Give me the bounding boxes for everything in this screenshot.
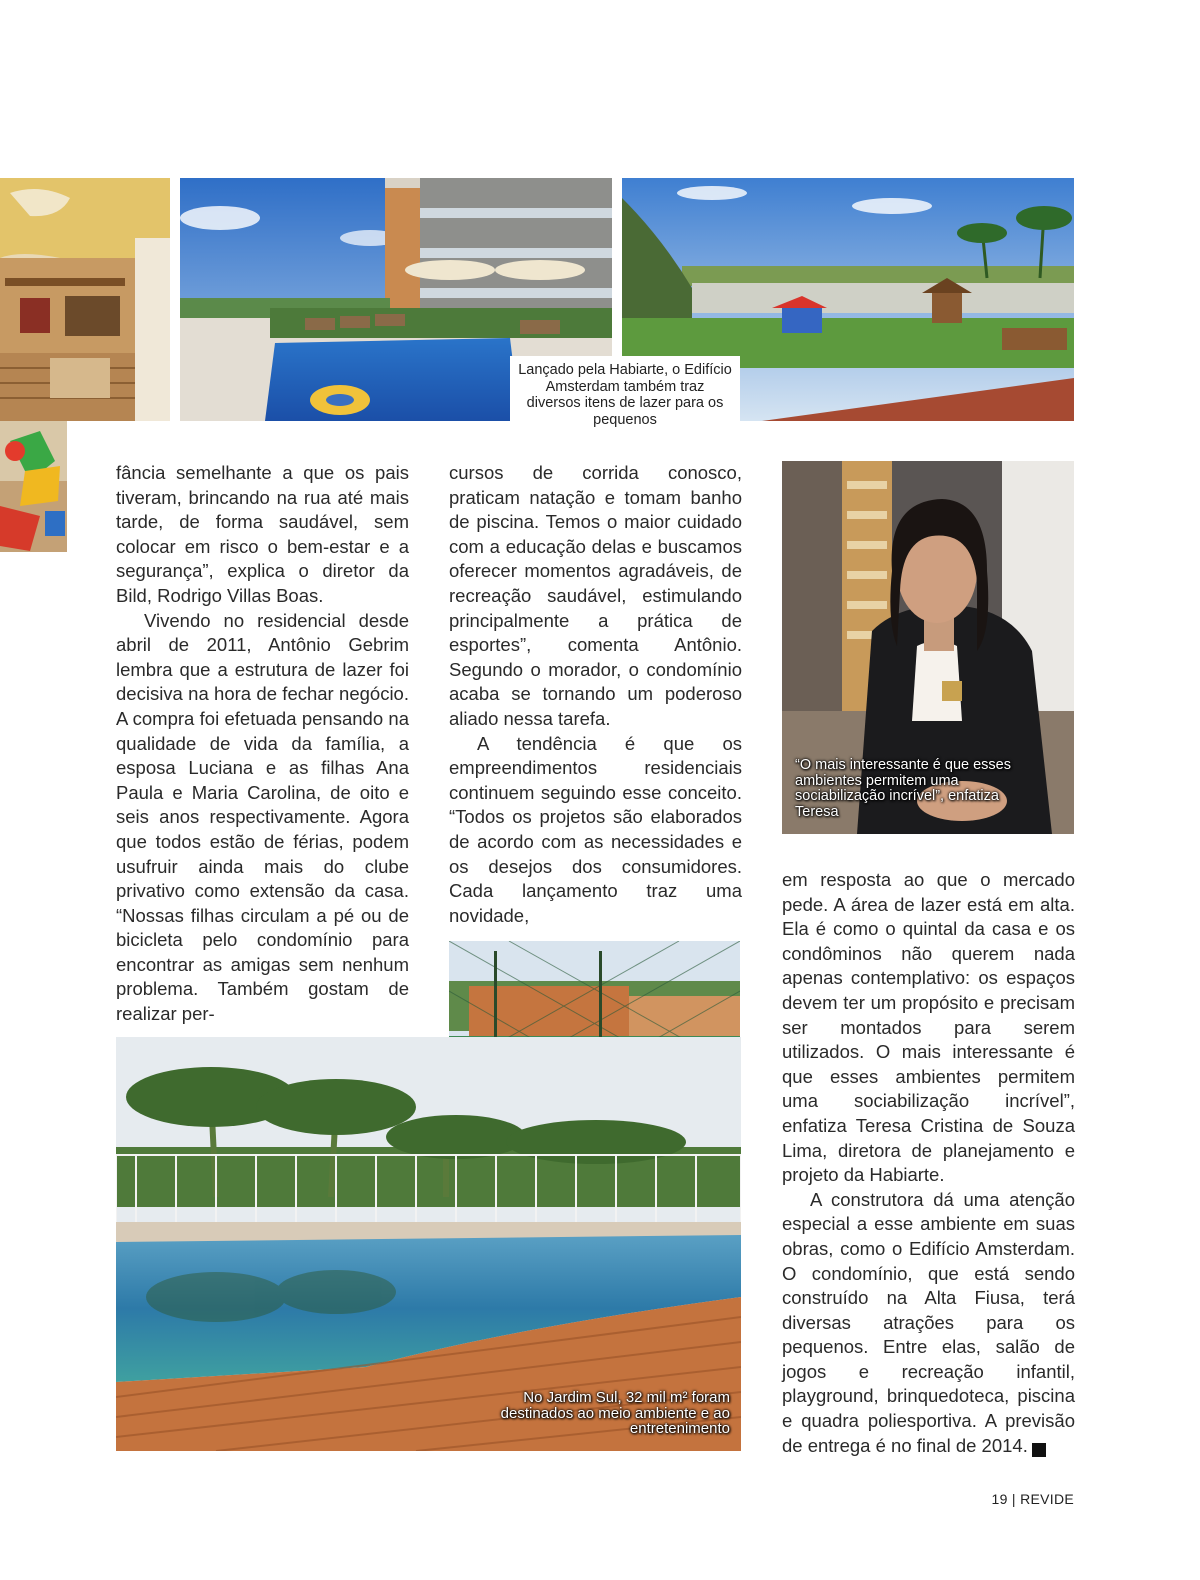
caption-jardim-sul-text: No Jardim Sul, 32 mil m² foram destinados ao meio ambiente e ao entretenimento <box>500 1389 730 1437</box>
caption-amsterdam-text: Lançado pela Habiarte, o Edifício Amsterdam também traz diversos itens de lazer para os pequenos <box>518 362 732 428</box>
caption-amsterdam <box>510 356 740 432</box>
photo-toys <box>0 421 67 552</box>
col2-paragraph-1: cursos de corrida conosco, praticam natação e tomam banho de piscina. Temos o maior cuidado com a educação delas e buscamos oferecer momentos agradáveis, de recreação saudável, estimulando principalmente a prática de esportes”, comenta Antônio. Segundo o morador, o condomínio acaba se tornando um poderoso aliado nessa tarefa. <box>449 462 742 729</box>
col3-paragraph-2 <box>782 1188 1075 1459</box>
end-mark: r <box>1032 1443 1046 1457</box>
text-column-2 <box>449 461 742 928</box>
caption-teresa <box>795 758 1013 820</box>
text-column-3 <box>782 868 1075 1458</box>
col1-paragraph-1: fância semelhante a que os pais tiveram, brincando na rua até mais tarde, de forma saudável, sem colocar em risco o bem-estar e a segurança”, explica o diretor da Bild, Rodrigo Villas Boas. <box>116 462 409 606</box>
photo-toy-room <box>0 178 170 421</box>
page-footer <box>992 1491 1074 1507</box>
caption-jardim-sul <box>490 1390 730 1437</box>
col2-paragraph-2: A tendência é que os empreendimentos residenciais continuem seguindo esse conceito. “Todos os projetos são elaborados de acordo com as necessidades e os desejos dos consumidores. Cada lançamento traz uma novidade, <box>449 732 742 926</box>
footer-separator: | <box>1011 1491 1016 1507</box>
col3-paragraph-2-text: A construtora dá uma atenção especial a esse ambiente em suas obras, como o Edifício Amsterdam. O condomínio, que está sendo construído na Alta Fiusa, terá diversas atrações para os pequenos. Entre elas, salão de jogos e recreação infantil, playground, brinquedoteca, piscina e quadra poliesportiva. A previsão de entrega é no final de 2014. <box>782 1188 1075 1456</box>
page-number: 19 <box>991 1491 1008 1507</box>
text-column-1 <box>116 461 409 1027</box>
col1-paragraph-2: Vivendo no residencial desde abril de 2011, Antônio Gebrim lembra que a estrutura de lazer foi decisiva na hora de fechar negócio. A compra foi efetuada pensando na qualidade de vida da família, a esposa Luciana e as filhas Ana Paula e Maria Carolina, de oito e seis anos respectivamente. Agora que todos estão de férias, podem usufruir ainda mais do clube privativo como extensão da casa. “Nossas filhas circulam a pé ou de bicicleta pelo condomínio para encontrar as amigas sem nenhum problema. Também gostam de realizar per- <box>116 609 409 1025</box>
caption-teresa-text: “O mais interessante é que esses ambientes permitem uma sociabilização incrível”, enfatiza Teresa <box>795 757 1011 820</box>
col3-paragraph-1: em resposta ao que o mercado pede. A área de lazer está em alta. Ela é como o quintal da casa e os condôminos não querem nada apenas contemplativo: os espaços devem ter um propósito e precisam ser montados para serem utilizados. O mais interessante é que esses ambientes permitem uma sociabilização incrível”, enfatiza Teresa Cristina de Souza Lima, diretora de planejamento e projeto da Habiarte. <box>782 869 1075 1186</box>
magazine-name: REVIDE <box>1020 1491 1074 1507</box>
